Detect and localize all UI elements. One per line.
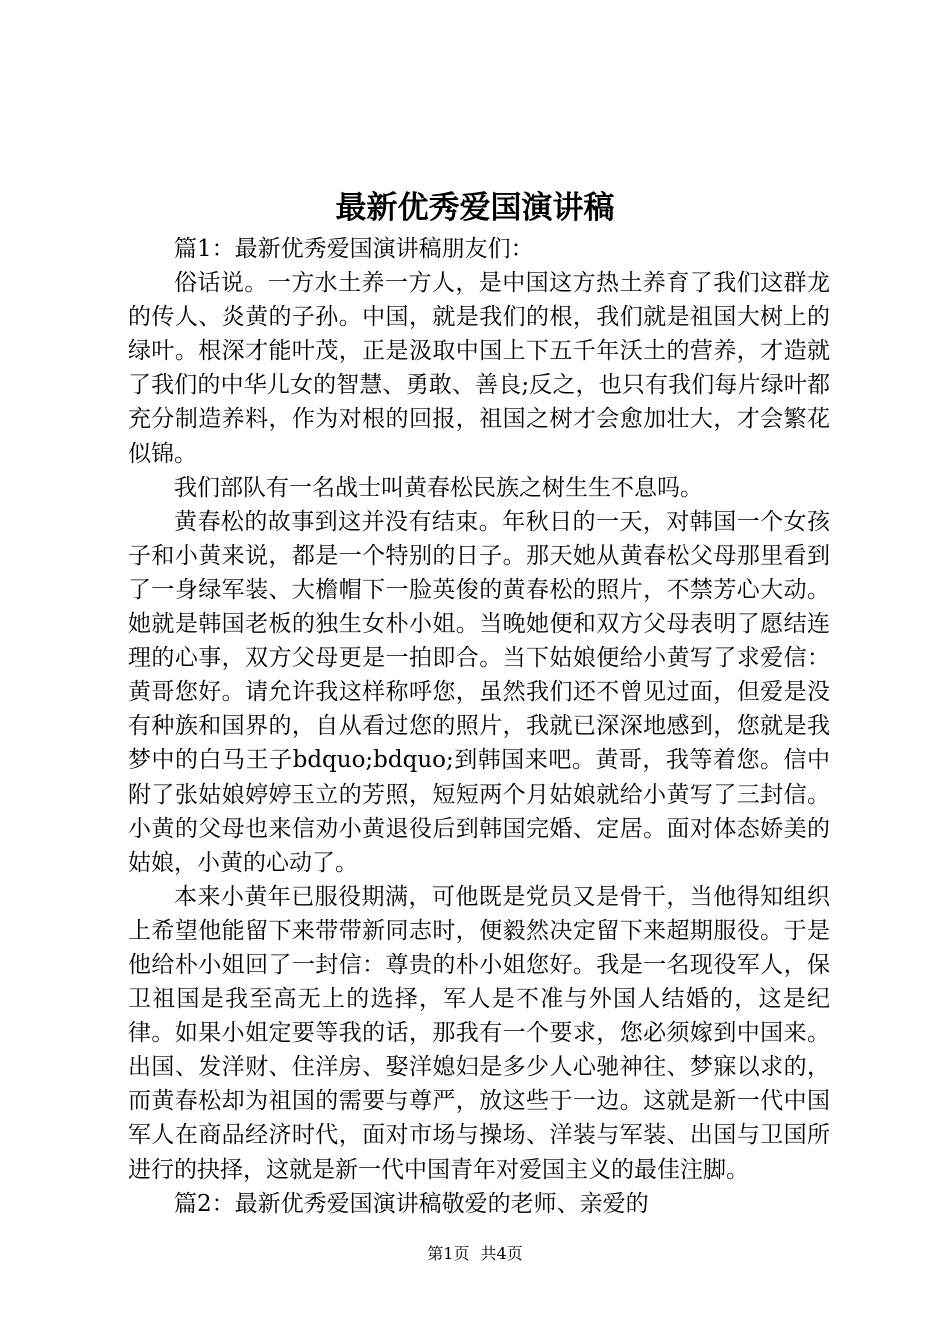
paragraph-4: 黄春松的故事到这并没有结束。年秋日的一天，对韩国一个女孩子和小黄来说，都是一个特别的日子。那天她从黄春松父母那里看到了一身绿军装、大檐帽下一脸英俊的黄春松的照片，不禁芳心大动。她就是韩国老板的独生女朴小姐。当晚她便和双方父母表明了愿结连理的心事，双方父母更是一拍即合。当下姑娘便给小黄写了求爱信：黄哥您好。请允许我这样称呼您，虽然我们还不曾见过面，但爱是没有种族和国界的，自从看过您的照片，我就已深深地感到，您就是我梦中的白马王子bdquo;bdquo;到韩国来吧。黄哥，我等着您。信中附了张姑娘婷婷玉立的芳照，短短两个月姑娘就给小黄写了三封信。小黄的父母也来信劝小黄退役后到韩国完婚、定居。面对体态娇美的姑娘，小黄的心动了。	[128, 508, 830, 876]
paragraph-3: 我们部队有一名战士叫黄春松民族之树生生不息吗。	[174, 474, 703, 501]
paragraph-6: 篇2：最新优秀爱国演讲稿敬爱的老师、亲爱的	[174, 1190, 649, 1217]
page-total: 共4页	[480, 1244, 523, 1263]
document-title: 最新优秀爱国演讲稿	[335, 190, 615, 226]
page-number: 第1页	[427, 1244, 470, 1263]
paragraph-5: 本来小黄年已服役期满，可他既是党员又是骨干，当他得知组织上希望他能留下来带带新同志时，便毅然决定留下来超期服役。于是他给朴小姐回了一封信：尊贵的朴小姐您好。我是一名现役军人，保卫祖国是我至高无上的选择，军人是不准与外国人结婚的，这是纪律。如果小姐定要等我的话，那我有一个要求，您必须嫁到中国来。出国、发洋财、住洋房、娶洋媳妇是多少人心驰神往、梦寐以求的，而黄春松却为祖国的需要与尊严，放这些于一边。这就是新一代中国军人在商品经济时代，面对市场与操场、洋装与军装、出国与卫国所进行的抉择，这就是新一代中国青年对爱国主义的最佳注脚。	[128, 883, 830, 1183]
paragraph-1: 篇1：最新优秀爱国演讲稿朋友们：	[174, 236, 534, 262]
paragraph-2: 俗话说。一方水土养一方人，是中国这方热土养育了我们这群龙的传人、炎黄的子孙。中国，就是我们的根，我们就是祖国大树上的绿叶。根深才能叶茂，正是汲取中国上下五千年沃土的营养，才造就了我们的中华儿女的智慧、勇敢、善良;反之，也只有我们每片绿叶都充分制造养料，作为对根的回报，祖国之树才会愈加壮大，才会繁花似锦。	[128, 270, 830, 467]
document-body	[128, 232, 830, 1221]
page-footer	[0, 1242, 950, 1266]
